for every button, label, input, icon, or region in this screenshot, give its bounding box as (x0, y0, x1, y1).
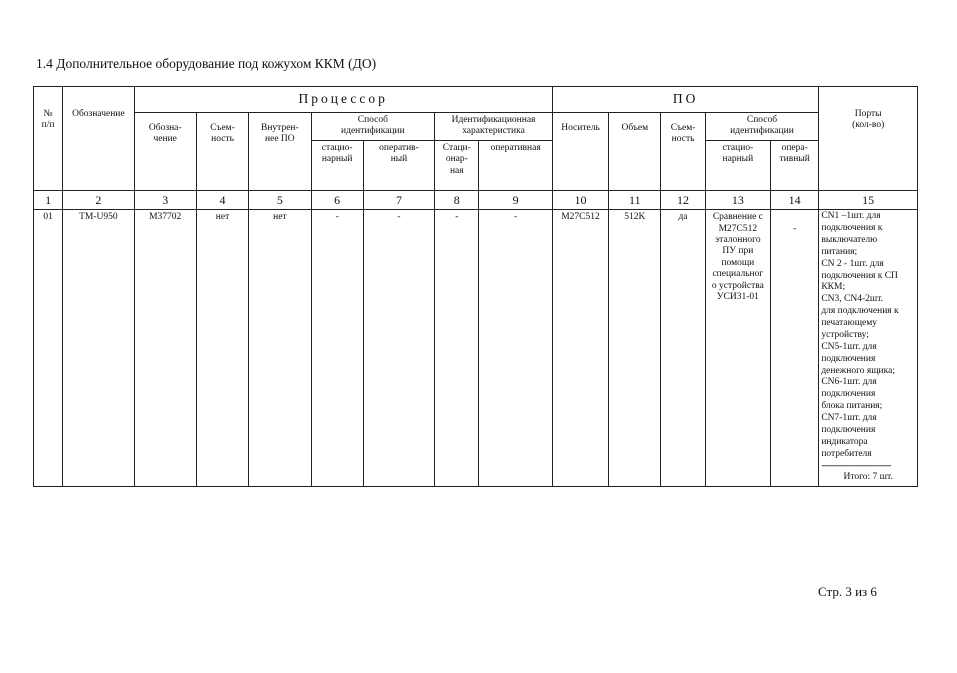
cell-proc-internal-po: нет (249, 210, 311, 487)
header-proc-char-operative: оперативная (479, 140, 552, 190)
ports-line: денежного ящика; (821, 365, 895, 376)
cell-proc-designation: M37702 (134, 210, 196, 487)
column-number: 8 (435, 190, 479, 209)
column-number: 2 (63, 190, 134, 209)
ports-line: CN 2 - 1шт. для (821, 258, 884, 269)
header-po-removable: Съем- ность (661, 113, 705, 191)
header-proc-internal-po: Внутрен- нее ПО (249, 113, 311, 191)
ports-line: подключения к (821, 223, 883, 234)
header-po-ident-stationary: стацио- нарный (705, 140, 770, 190)
cell-num: 01 (34, 210, 63, 487)
equipment-table (33, 86, 918, 487)
column-number: 12 (661, 190, 705, 209)
column-number: 3 (134, 190, 196, 209)
column-number: 9 (479, 190, 552, 209)
ports-line: подключения (821, 389, 876, 400)
column-number: 4 (196, 190, 248, 209)
header-proc-ident-operative: оператив- ный (363, 140, 434, 190)
header-proc-removable: Съем- ность (196, 113, 248, 191)
ports-line: CN6-1шт. для (821, 377, 877, 388)
ports-line: потребителя (821, 448, 872, 459)
column-number: 7 (363, 190, 434, 209)
ports-line: ККМ; (821, 282, 846, 293)
header-po-ident-operative: опера- тивный (771, 140, 819, 190)
ports-line: питания; (821, 246, 858, 257)
column-number: 13 (705, 190, 770, 209)
column-number: 10 (552, 190, 608, 209)
column-number: 11 (609, 190, 661, 209)
cell-po-removable: да (661, 210, 705, 487)
header-po-volume: Объем (609, 113, 661, 191)
ports-line: CN1 –1шт. для (821, 211, 881, 222)
ports-line: подключения (821, 353, 876, 364)
ports-line: подключения (821, 424, 876, 435)
header-num: № п/п (34, 87, 63, 191)
section-title: 1.4 Дополнительное оборудование под кожухом ККМ (ДО) (36, 56, 377, 71)
ports-line: индикатора (821, 436, 868, 447)
header-proc-ident-char: Идентификационная характеристика (435, 113, 553, 141)
column-number: 6 (311, 190, 363, 209)
cell-po-ident-stationary: Сравнение с M27C512 эталонного ПУ при помощи специальног о устройства УСИ31-01 (705, 210, 770, 487)
ports-line: для подключения к (821, 306, 899, 317)
header-ports: Порты (кол-во) (819, 87, 918, 191)
header-proc-char-stationary: Стаци- онар- ная (435, 140, 479, 190)
column-number: 14 (771, 190, 819, 209)
ports-separator: -------------------------------- (821, 460, 891, 471)
column-number: 15 (819, 190, 918, 209)
cell-proc-ident-operative: - (363, 210, 434, 487)
header-proc-ident-method: Способ идентификации (311, 113, 435, 141)
cell-proc-ident-stationary: - (311, 210, 363, 487)
ports-line: печатающему (821, 318, 878, 329)
ports-line: CN5-1шт. для (821, 341, 877, 352)
ports-line: выключателю (821, 234, 878, 245)
cell-proc-char-operative: - (479, 210, 552, 487)
header-proc-ident-stationary: стацио- нарный (311, 140, 363, 190)
header-proc-designation: Обозна- чение (134, 113, 196, 191)
cell-po-carrier: M27C512 (552, 210, 608, 487)
table-row (34, 210, 918, 487)
header-designation: Обозначение (63, 87, 134, 191)
cell-po-volume: 512K (609, 210, 661, 487)
ports-line: блока питания; (821, 401, 883, 412)
cell-ports (819, 210, 918, 487)
ports-line: подключения к СП (821, 270, 898, 281)
ports-line: CN3, CN4-2шт. (821, 294, 884, 305)
header-po-ident-method: Способ идентификации (705, 113, 819, 141)
ports-line: устройству; (821, 329, 869, 340)
header-po-carrier: Носитель (552, 113, 608, 191)
cell-proc-removable: нет (196, 210, 248, 487)
cell-designation: TM-U950 (63, 210, 134, 487)
ports-list (821, 211, 915, 460)
ports-line: CN7-1шт. для (821, 413, 877, 424)
cell-proc-char-stationary: - (435, 210, 479, 487)
cell-po-ident-operative: - (771, 210, 819, 487)
column-number: 1 (34, 190, 63, 209)
column-number: 5 (249, 190, 311, 209)
header-processor: Процессор (134, 87, 552, 113)
page-number: Стр. 3 из 6 (818, 584, 877, 599)
header-po: ПО (552, 87, 818, 113)
ports-total: Итого: 7 шт. (843, 472, 893, 483)
